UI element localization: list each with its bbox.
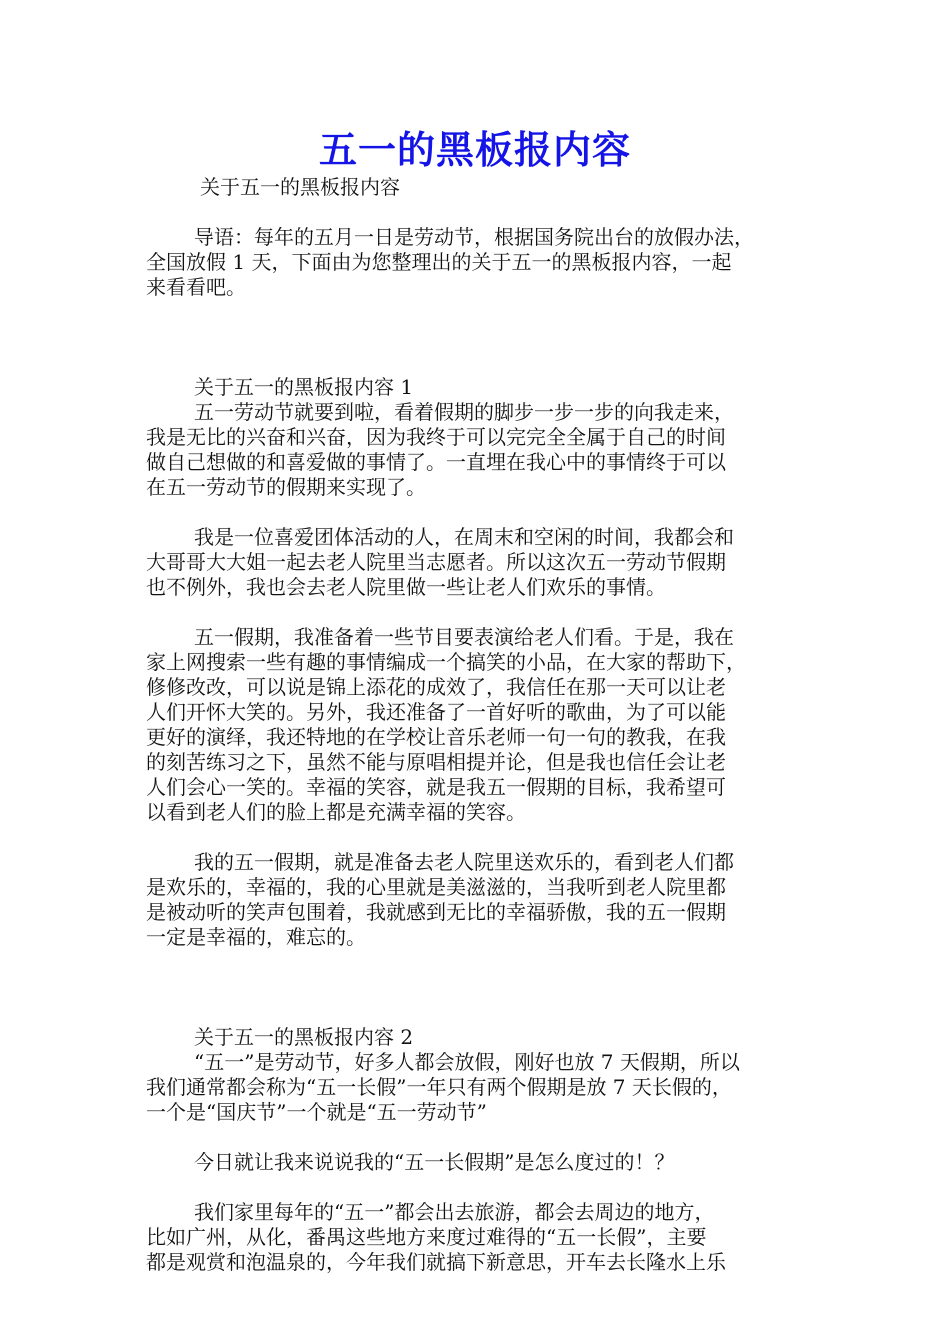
spacer: [146, 1175, 816, 1200]
paragraph-line: 我们家里每年的“五一”都会出去旅游，都会去周边的地方，: [194, 1200, 715, 1224]
spacer: [146, 600, 816, 625]
paragraph-line: 比如广州，从化，番禺这些地方来度过难得的“五一长假”，主要: [146, 1225, 707, 1249]
paragraph-line: 今日就让我来说说我的“五一长假期”是怎么度过的！？: [194, 1150, 675, 1174]
paragraph-line: 做自己想做的和喜爱做的事情了。一直埋在我心中的事情终于可以: [146, 450, 726, 474]
paragraph-line: 全国放假 1 天，下面由为您整理出的关于五一的黑板报内容，一起: [146, 250, 732, 274]
section1-paragraph-1: [146, 400, 816, 500]
paragraph-line: 是欢乐的，幸福的，我的心里就是美滋滋的，当我听到老人院里都: [146, 875, 726, 899]
paragraph-line: 我的五一假期，就是准备去老人院里送欢乐的，看到老人们都: [194, 850, 734, 874]
paragraph-line: 都是观赏和泡温泉的，今年我们就搞下新意思，开车去长隆水上乐: [146, 1250, 726, 1274]
section1-paragraph-4: [146, 850, 816, 950]
paragraph-line: “五一”是劳动节，好多人都会放假，刚好也放 7 天假期，所以: [194, 1050, 740, 1074]
paragraph-line: 的刻苦练习之下，虽然不能与原唱相提并论，但是我也信任会让老: [146, 750, 726, 774]
section1-paragraph-2: [146, 525, 816, 600]
intro-paragraph: [146, 225, 816, 300]
paragraph-line: 我是无比的兴奋和兴奋，因为我终于可以完完全全属于自己的时间: [146, 425, 726, 449]
document-title: 五一的黑板报内容: [318, 127, 631, 172]
paragraph-line: 导语：每年的五月一日是劳动节，根据国务院出台的放假办法，: [194, 225, 754, 249]
spacer: [146, 200, 816, 225]
paragraph-line: 我是一位喜爱团体活动的人，在周末和空闲的时间，我都会和: [194, 525, 734, 549]
spacer: [146, 500, 816, 525]
paragraph-line: 也不例外，我也会去老人院里做一些让老人们欢乐的事情。: [146, 575, 666, 599]
spacer: [146, 300, 816, 350]
paragraph-line: 一个是“国庆节”一个就是“五一劳动节”: [146, 1100, 487, 1124]
paragraph-line: 人们会心一笑的。幸福的笑容，就是我五一假期的目标，我希望可: [146, 775, 726, 799]
paragraph-line: 我们通常都会称为“五一长假”一年只有两个假期是放 7 天长假的，: [146, 1075, 732, 1099]
section-heading: 关于五一的黑板报内容 2: [194, 1025, 414, 1049]
paragraph-line: 以看到老人们的脸上都是充满幸福的笑容。: [146, 800, 526, 824]
paragraph-line: 修修改改，可以说是锦上添花的成效了，我信任在那一天可以让老: [146, 675, 726, 699]
spacer: [146, 950, 816, 1000]
section2-paragraph-3: [146, 1200, 816, 1275]
paragraph-line: 五一假期，我准备着一些节目要表演给老人们看。于是，我在: [194, 625, 734, 649]
paragraph-line: 在五一劳动节的假期来实现了。: [146, 475, 426, 499]
paragraph-line: 来看看吧。: [146, 275, 246, 299]
spacer: [146, 825, 816, 850]
spacer: [146, 350, 816, 375]
paragraph-line: 是被动听的笑声包围着，我就感到无比的幸福骄傲，我的五一假期: [146, 900, 726, 924]
paragraph-line: 人们开怀大笑的。另外，我还准备了一首好听的歌曲，为了可以能: [146, 700, 726, 724]
spacer: [146, 1000, 816, 1025]
document-subtitle: 关于五一的黑板报内容: [200, 175, 400, 199]
paragraph-line: 五一劳动节就要到啦，看着假期的脚步一步一步的向我走来，: [194, 400, 734, 424]
spacer: [146, 1125, 816, 1150]
section2-paragraph-2: [146, 1150, 816, 1175]
section2-paragraph-1: [146, 1050, 816, 1125]
paragraph-line: 家上网搜索一些有趣的事情编成一个搞笑的小品，在大家的帮助下，: [146, 650, 746, 674]
document-body: [146, 175, 816, 1275]
paragraph-line: 更好的演绎，我还特地的在学校让音乐老师一句一句的教我，在我: [146, 725, 726, 749]
section1-paragraph-3: [146, 625, 816, 825]
paragraph-line: 一定是幸福的，难忘的。: [146, 925, 366, 949]
paragraph-line: 大哥哥大大姐一起去老人院里当志愿者。所以这次五一劳动节假期: [146, 550, 726, 574]
section-heading: 关于五一的黑板报内容 1: [194, 375, 414, 399]
